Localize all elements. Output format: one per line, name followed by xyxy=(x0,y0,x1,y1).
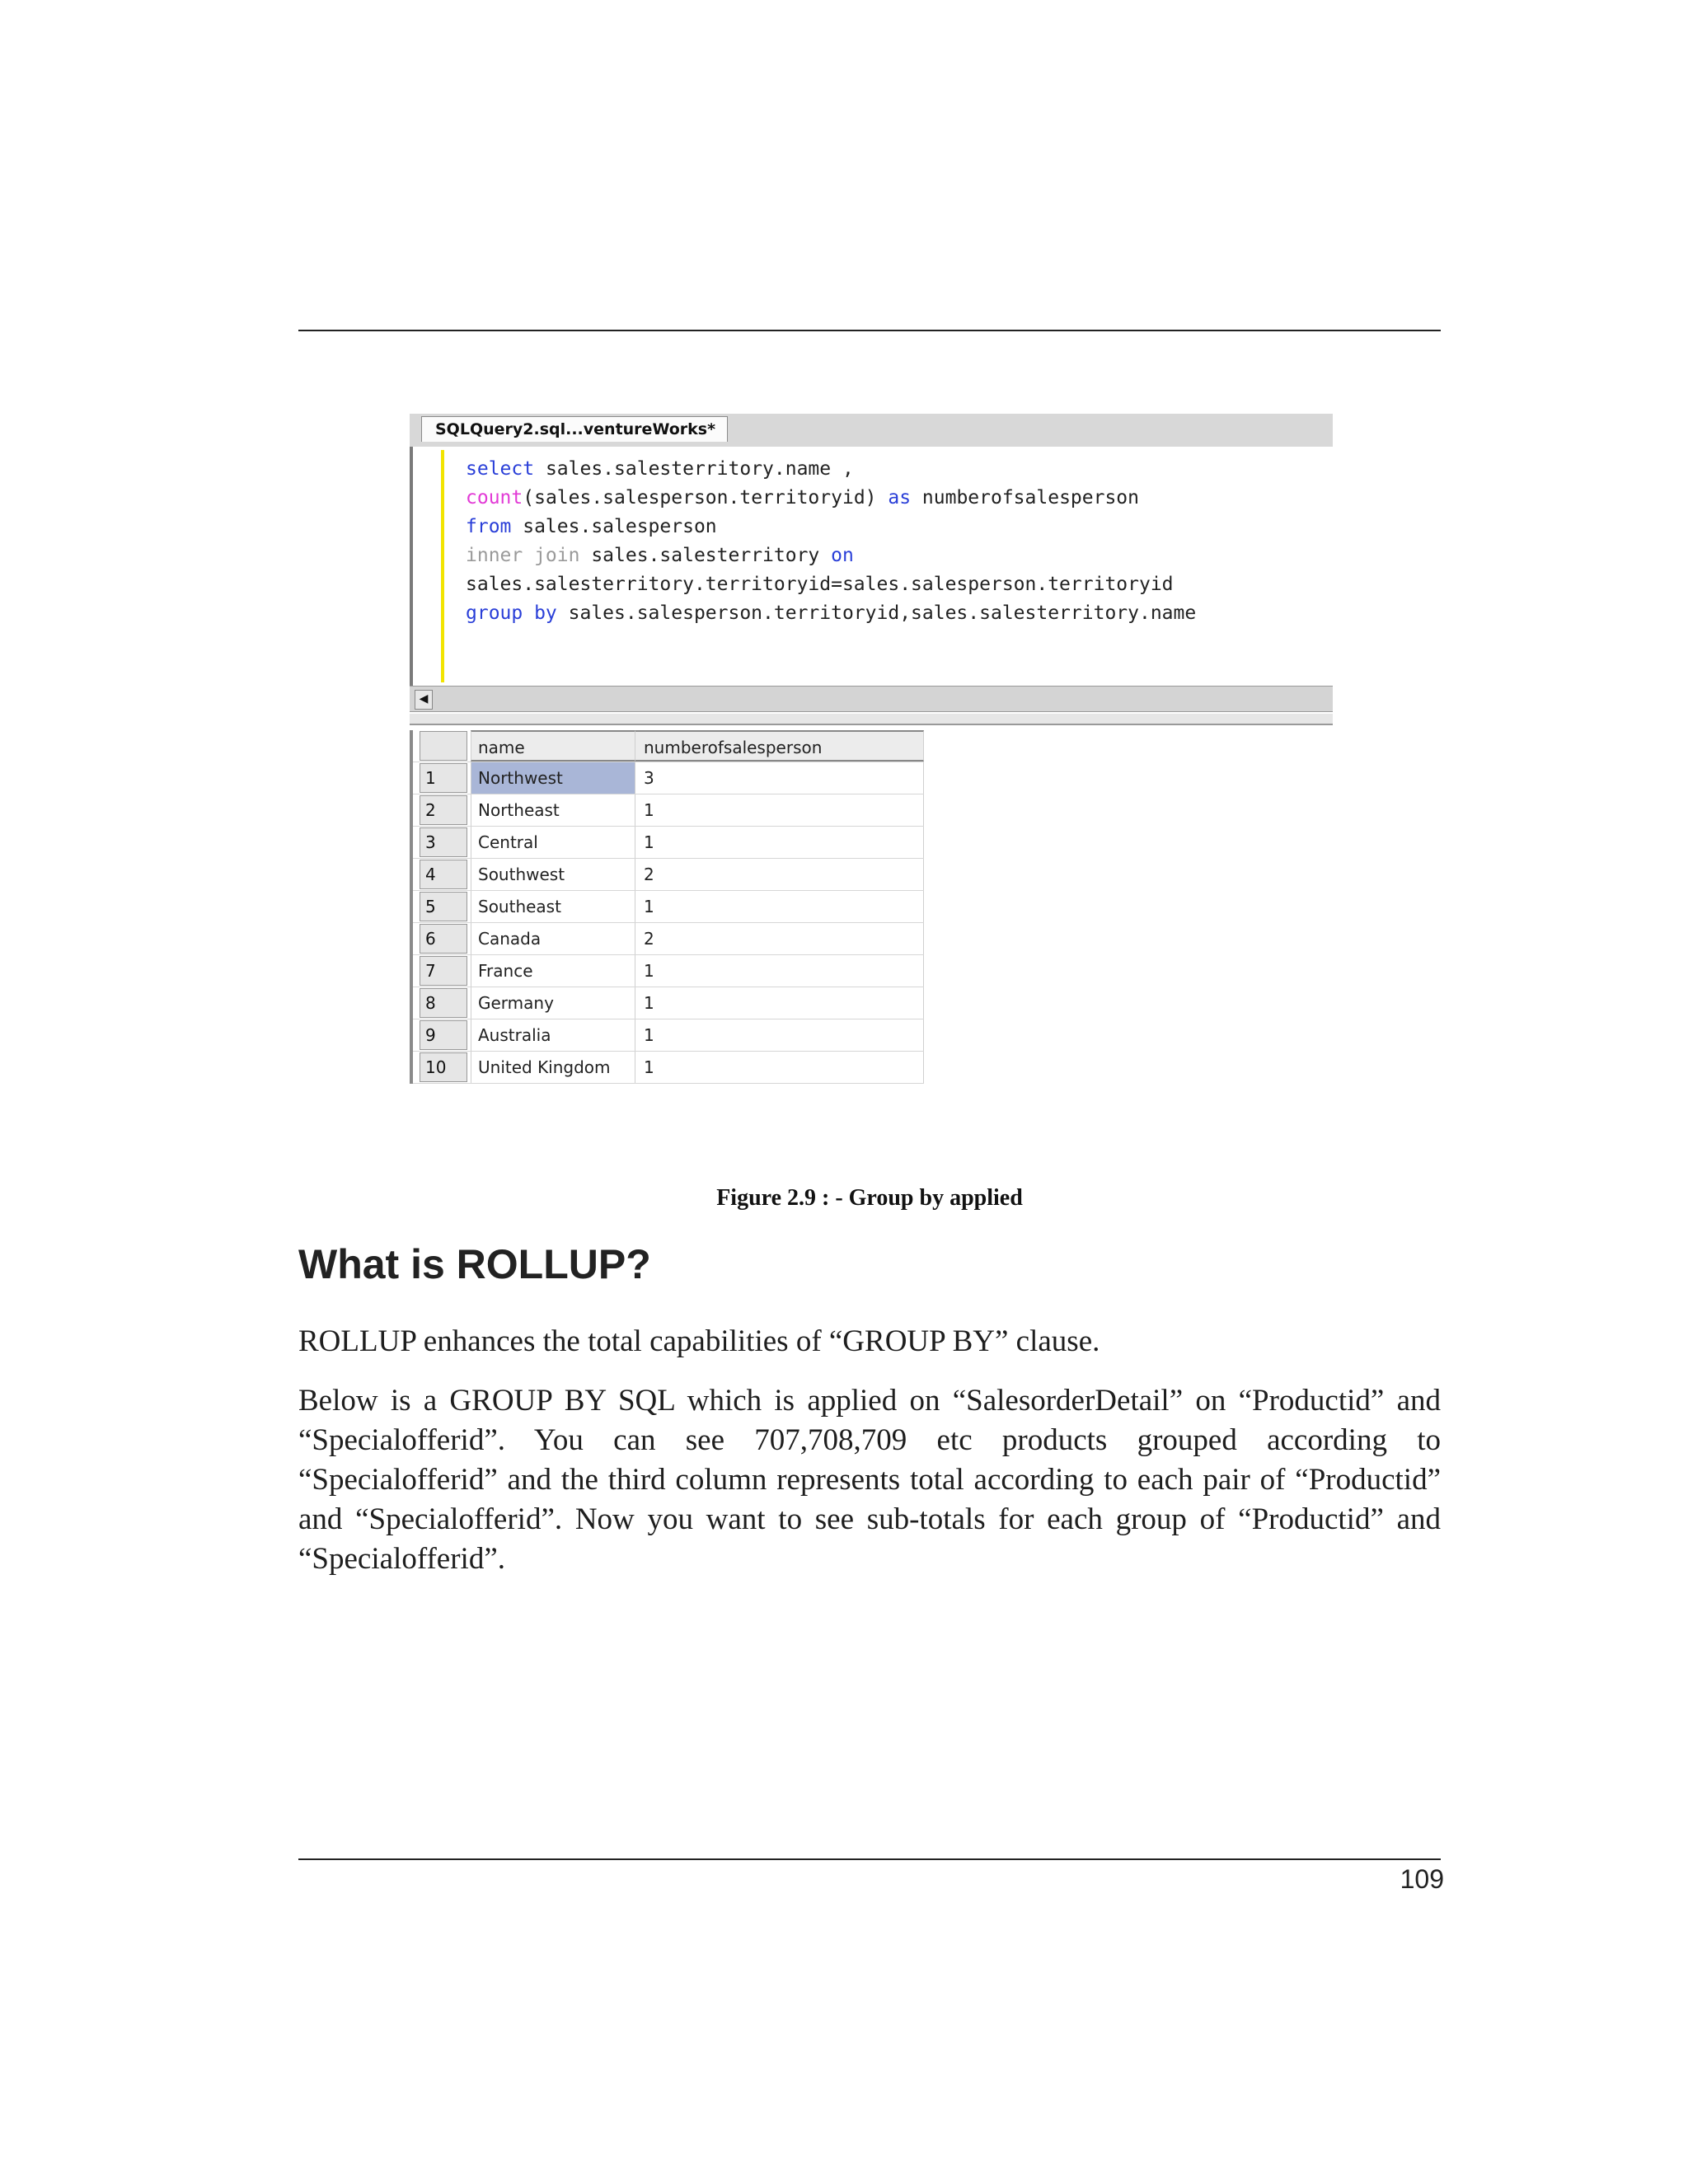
cell-name[interactable]: Australia xyxy=(471,1019,635,1051)
code-keyword: as xyxy=(888,487,912,509)
table-row[interactable] xyxy=(413,1052,924,1084)
row-number[interactable]: 3 xyxy=(420,827,467,857)
pane-splitter[interactable] xyxy=(410,714,1333,725)
section-heading: What is ROLLUP? xyxy=(298,1241,651,1287)
code-line xyxy=(466,513,1196,541)
sql-editor-screenshot xyxy=(410,414,1333,1090)
code-text: (sales.salesperson.territoryid) xyxy=(523,487,889,509)
cell-name[interactable]: Germany xyxy=(471,987,635,1019)
row-number[interactable]: 6 xyxy=(420,924,467,954)
row-number[interactable]: 10 xyxy=(420,1052,467,1082)
cell-count[interactable]: 1 xyxy=(635,827,924,858)
code-line xyxy=(466,484,1196,513)
cell-name[interactable]: Central xyxy=(471,827,635,858)
row-number[interactable]: 2 xyxy=(420,795,467,825)
query-editor[interactable] xyxy=(410,447,1336,686)
cell-count[interactable]: 1 xyxy=(635,955,924,987)
code-text: numberofsalesperson xyxy=(911,487,1140,509)
row-number[interactable]: 1 xyxy=(420,763,467,793)
table-row[interactable] xyxy=(413,794,924,827)
cell-name[interactable]: United Kingdom xyxy=(471,1052,635,1083)
cell-count[interactable]: 1 xyxy=(635,794,924,826)
cell-name[interactable]: Southwest xyxy=(471,859,635,890)
code-keyword: count xyxy=(466,487,523,509)
change-margin-bar xyxy=(441,450,444,682)
row-number[interactable]: 7 xyxy=(420,956,467,986)
code-keyword: on xyxy=(831,545,854,566)
cell-count[interactable]: 2 xyxy=(635,923,924,954)
page-number: 109 xyxy=(1400,1864,1444,1894)
code-text: sales.salesperson xyxy=(511,516,717,537)
table-row[interactable] xyxy=(413,1019,924,1052)
table-row[interactable] xyxy=(413,762,924,794)
row-number[interactable]: 9 xyxy=(420,1020,467,1050)
code-text: sales.salesterritory xyxy=(579,545,832,566)
editor-area xyxy=(410,447,1333,1098)
column-header-numberofsalesperson[interactable]: numberofsalesperson xyxy=(635,730,924,762)
cell-name[interactable]: Northwest xyxy=(471,762,635,794)
code-text: sales.salesperson.territoryid,sales.salesterritory.name xyxy=(556,602,1197,624)
cell-name[interactable]: Southeast xyxy=(471,891,635,922)
table-row[interactable] xyxy=(413,923,924,955)
cell-name[interactable]: Northeast xyxy=(471,794,635,826)
code-line xyxy=(466,570,1196,599)
sql-code xyxy=(466,455,1196,628)
row-number[interactable]: 4 xyxy=(420,860,467,889)
scroll-left-arrow-icon[interactable]: ◀ xyxy=(415,690,433,710)
paragraph: ROLLUP enhances the total capabilities of “GROUP BY” clause. xyxy=(298,1324,1100,1358)
column-header-name[interactable]: name xyxy=(471,730,635,762)
row-number[interactable]: 5 xyxy=(420,892,467,921)
row-number[interactable]: 8 xyxy=(420,988,467,1018)
cell-count[interactable]: 1 xyxy=(635,1052,924,1083)
table-row[interactable] xyxy=(413,891,924,923)
code-text: sales.salesterritory.name , xyxy=(534,458,854,480)
horizontal-scrollbar[interactable] xyxy=(410,686,1333,712)
cell-count[interactable]: 1 xyxy=(635,987,924,1019)
cell-name[interactable]: Canada xyxy=(471,923,635,954)
figure-caption: Figure 2.9 : - Group by applied xyxy=(716,1185,1023,1211)
code-text: sales.salesterritory.territoryid=sales.salesperson.territoryid xyxy=(466,574,1174,595)
cell-name[interactable]: France xyxy=(471,955,635,987)
table-row[interactable] xyxy=(413,955,924,987)
code-keyword: inner join xyxy=(466,545,580,566)
cell-count[interactable]: 1 xyxy=(635,891,924,922)
table-row[interactable] xyxy=(413,859,924,891)
grid-rows xyxy=(413,762,924,1084)
code-keyword: group by xyxy=(466,602,557,624)
results-grid xyxy=(410,730,924,1084)
table-row[interactable] xyxy=(413,987,924,1019)
code-line xyxy=(466,541,1196,570)
code-keyword: from xyxy=(466,516,512,537)
code-line xyxy=(466,455,1196,484)
tab-strip xyxy=(410,414,1333,448)
paragraph: Below is a GROUP BY SQL which is applied on “SalesorderDetail” on “Productid” and “Specialofferid”. You can see 707,708,709 etc products grouped according to “Specialofferid” and the third column represents total according to each pair of “Productid” and “Specialofferid”. Now you want to see sub-totals for each group of “Productid” and “Specialofferid”. xyxy=(298,1384,1441,1576)
grid-header-row xyxy=(413,730,924,762)
table-row[interactable] xyxy=(413,827,924,859)
cell-count[interactable]: 1 xyxy=(635,1019,924,1051)
header-rule xyxy=(298,330,1441,331)
query-tab[interactable]: SQLQuery2.sql...ventureWorks* xyxy=(421,416,728,442)
footer-rule xyxy=(298,1858,1441,1860)
grid-corner[interactable] xyxy=(420,731,467,761)
code-line xyxy=(466,599,1196,628)
code-keyword: select xyxy=(466,458,535,480)
cell-count[interactable]: 2 xyxy=(635,859,924,890)
cell-count[interactable]: 3 xyxy=(635,762,924,794)
